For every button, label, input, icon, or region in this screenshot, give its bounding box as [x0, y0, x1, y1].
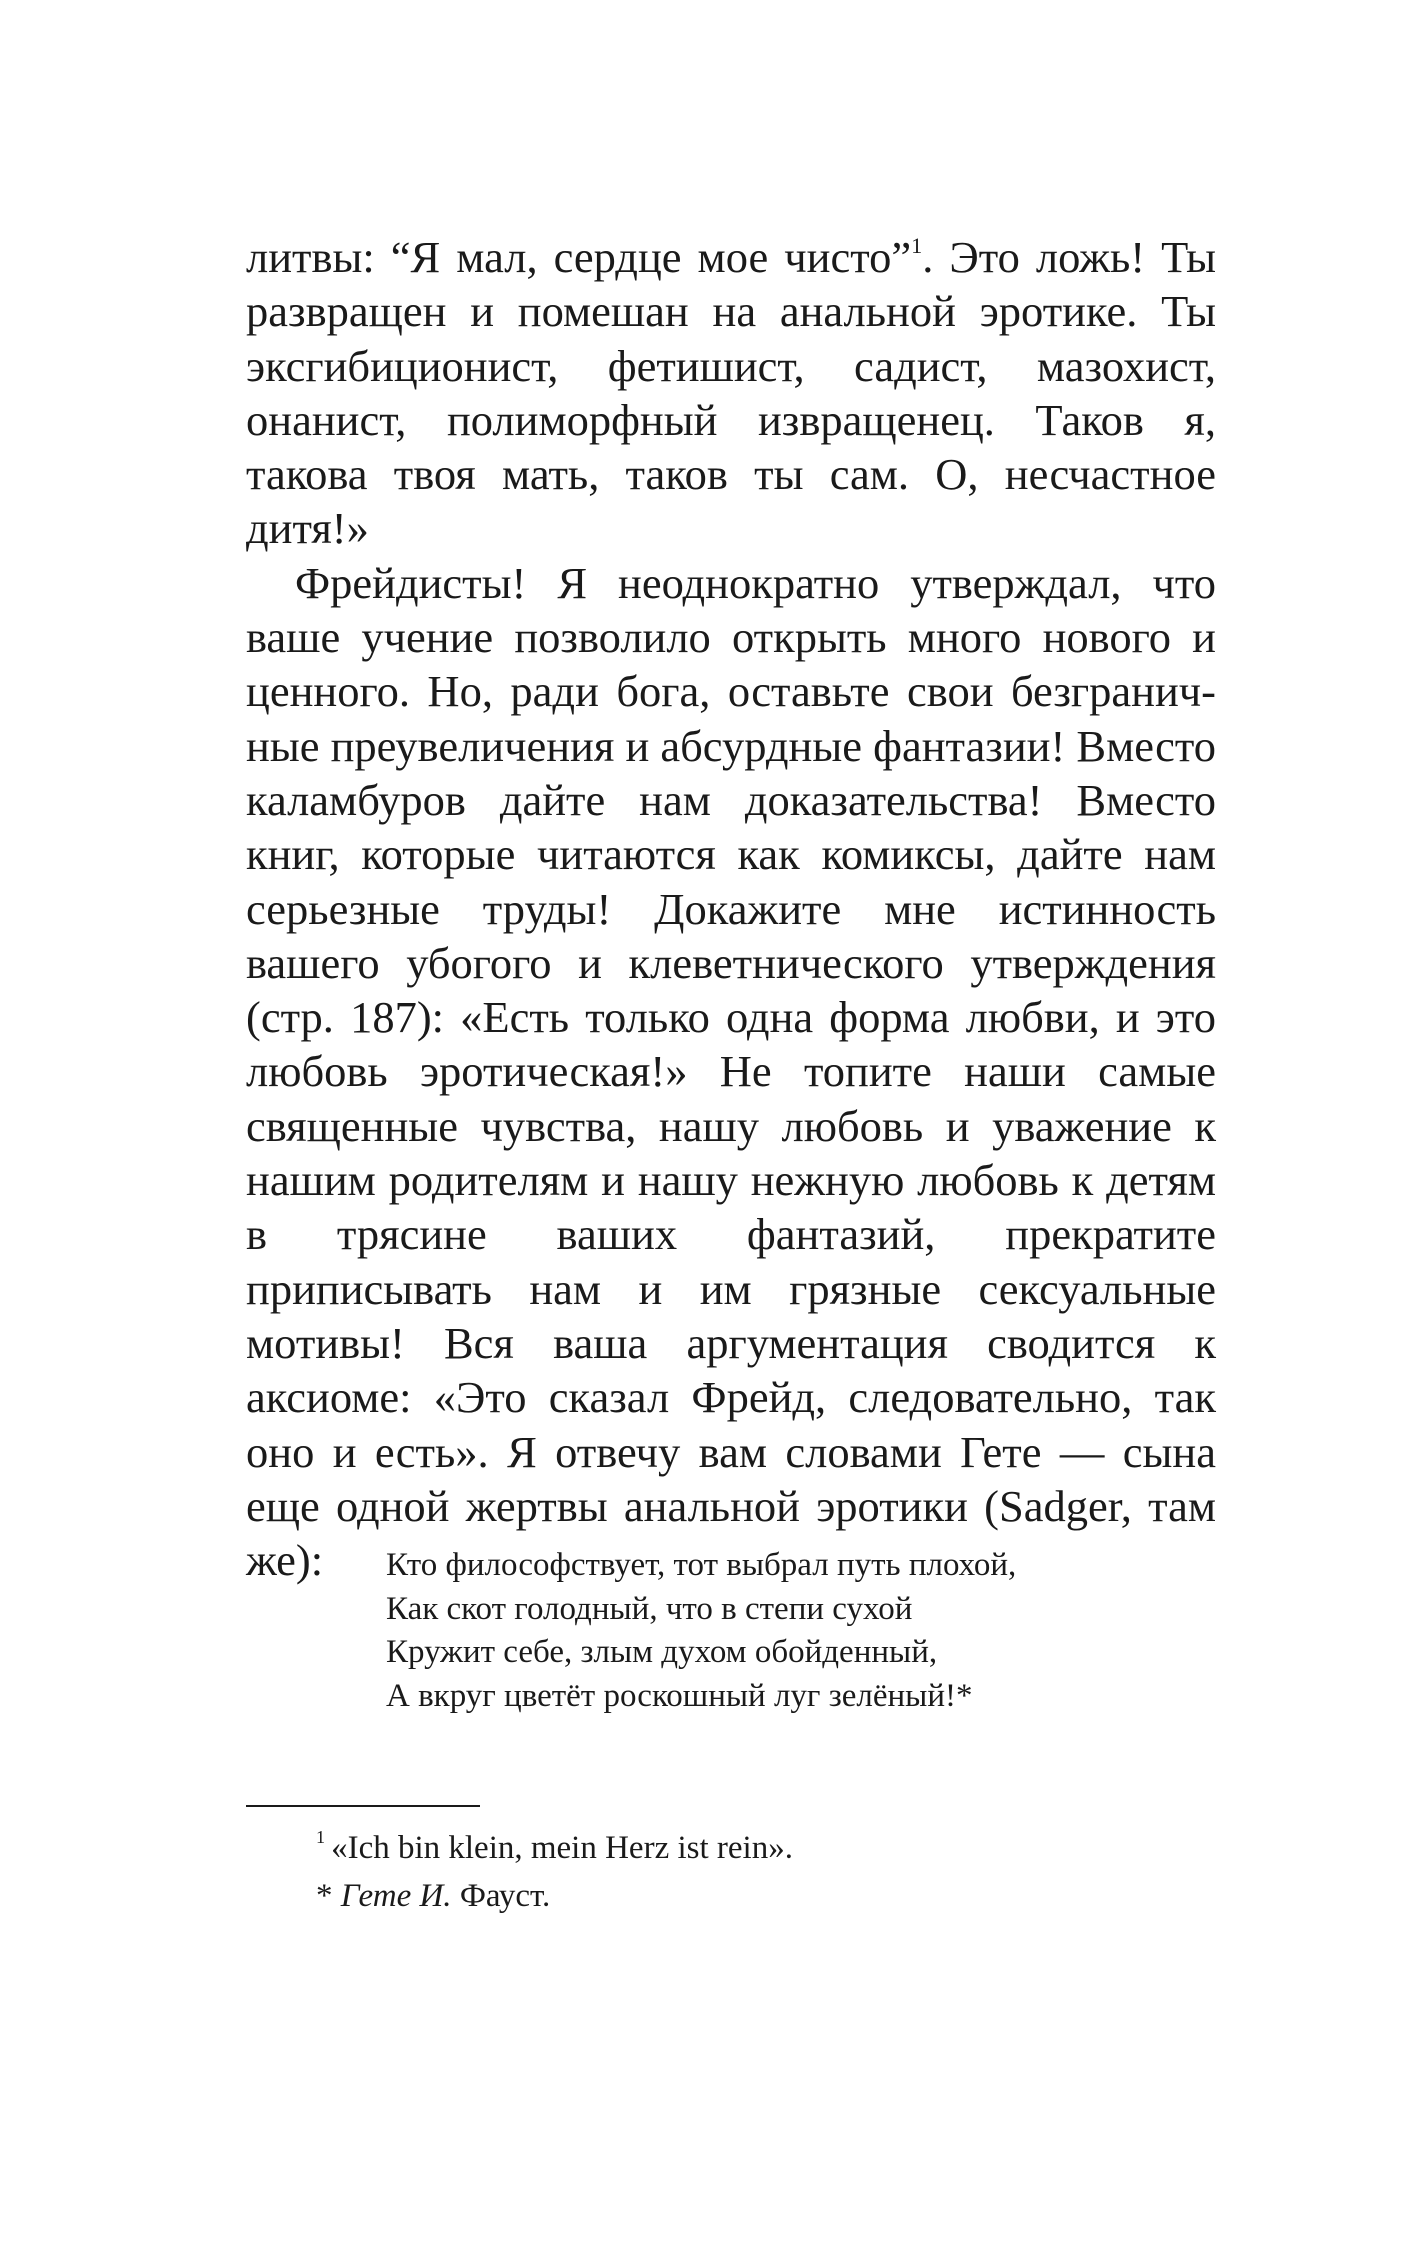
- footnote-1: [316, 1824, 1216, 1872]
- footnote-reference-1: 1: [911, 233, 923, 259]
- footnote-1-text: «Ich bin klein, mein Herz ist rein».: [331, 1830, 793, 1866]
- main-text: [246, 230, 1216, 1587]
- poem-quote: [386, 1544, 1186, 1718]
- poem-line-4: А вкруг цветёт роскошный луг зелёный!*: [386, 1677, 973, 1714]
- paragraph-continuation: [246, 230, 1216, 556]
- paragraph-1-text-a: литвы: “Я мал, сердце мое чисто”: [246, 232, 912, 282]
- footnote-2-title: Фауст.: [451, 1878, 551, 1914]
- paragraph-freudists: Фрейдисты! Я неоднократно утверждал, что ваше учение позволило открыть много нового и ценного. Но, ради бога, оставьте свои безграничные преувеличения и абсурдные фантазии! Вместо каламбуров дайте нам доказательства! Вместо книг, которые читаются как комиксы, дайте нам серьезные труды! Докажите мне истинность вашего убогого и клеветнического утверждения (стр. 187): «Есть только одна форма любви, и это любовь эротическая!» Не топите наши самые священные чувства, нашу любовь и уважение к нашим родителям и нашу нежную любовь к детям в трясине ваших фантазий, прекратите приписывать нам и им грязные сексуальные мотивы! Вся ваша аргументация сводится к аксиоме: «Это сказал Фрейд, следовательно, так оно и есть». Я отвечу вам словами Гете — сына еще одной жертвы анальной эротики (Sadger, там же):: [246, 557, 1216, 1586]
- footnote-2: [316, 1872, 1216, 1920]
- poem-line-3: Кружит себе, злым духом обойденный,: [386, 1634, 938, 1670]
- poem-line-1: Кто философствует, тот выбрал путь плохой,: [386, 1547, 1017, 1583]
- footnote-2-author: Гете И.: [340, 1878, 452, 1914]
- footnote-divider: [246, 1805, 480, 1807]
- poem-line-2: Как скот голодный, что в степи сухой: [386, 1590, 913, 1627]
- footnote-2-marker: *: [316, 1878, 333, 1914]
- paragraph-1-text-b: . Это ложь! Ты развращен и помешан на анальной эротике. Ты эксгибиционист, фетишист, садист, мазохист, онанист, полиморфный извращенец. Таков я, такова твоя мать, таков ты сам. О, несчастное дитя!»: [246, 232, 1216, 554]
- footnotes: [316, 1824, 1216, 1920]
- footnote-1-marker: 1: [316, 1827, 326, 1848]
